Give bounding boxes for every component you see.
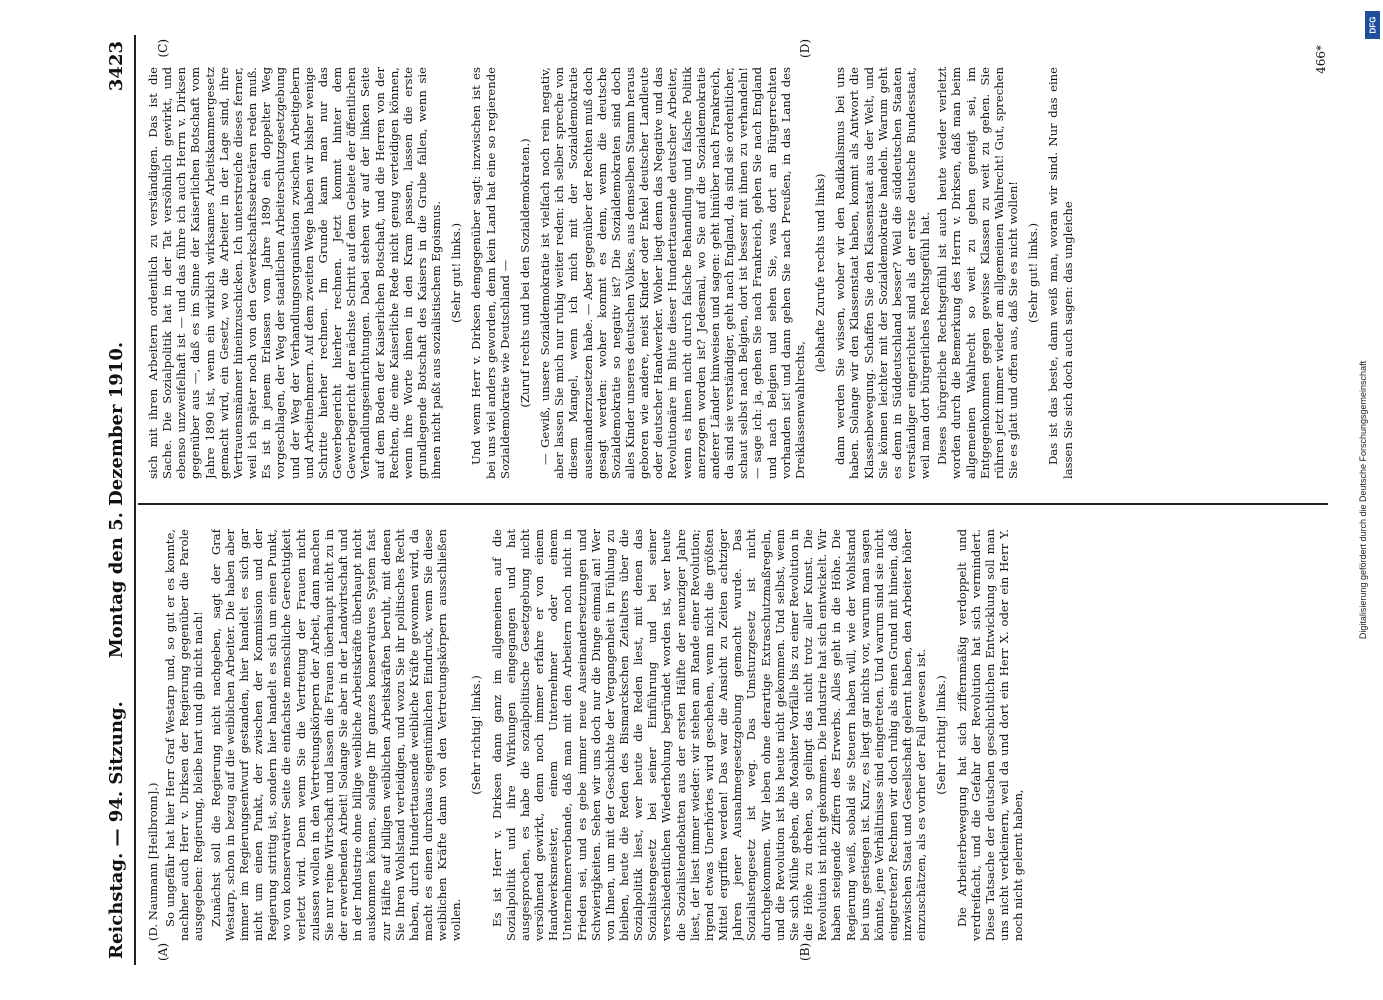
left-column [146, 529, 1322, 941]
column-divider [138, 503, 1328, 505]
margin-mark-a: (A) [156, 942, 170, 961]
dfg-logo: DFG [1365, 11, 1380, 39]
margin-mark-b: (B) [798, 942, 812, 961]
header-session: Reichstag. — 94. Sitzung. [106, 701, 127, 959]
header-page-number: 3423 [106, 41, 127, 92]
right-applause-1: (Sehr gut! links.) [449, 223, 464, 323]
left-applause-1: (Sehr richtig! links.) [469, 675, 484, 795]
funding-note: Digitalisierung gefördert durch die Deutsche Forschungsgemeinschaft [1358, 360, 1368, 640]
left-paragraph-3: Es ist Herr v. Dirksen dann ganz im allgemeinen auf die Sozialpolitik und ihre Wirkungen eingegangen und hat ausgesprochen, es habe die sozialpolitische Gesetzgebung nicht versöhnend gewirkt, denn noch immer erfahre er von einem Handwerksmeister, einem Unternehmer oder einem Unternehmerverbande, daß man mit den Arbeitern noch nicht in Frieden sei, und es gebe immer neue Auseinandersetzungen und Schwierigkeiten. Sehen wir uns doch nur die Dinge einmal an! Wer von Ihnen, um mit der Geschichte der Vergangenheit in Fühlung zu bleiben, heute die Reden des Bismarckschen Zeitalters über die Sozialpolitik liest, wer heute die Reden liest, mit denen das Sozialistengesetz bei seiner Einführung und bei seiner verschiedentlichen Wiederholung begründet worden ist, wer heute die Sozialistendebatten aus der ersten Hälfte der neunziger Jahre liest, der liest immer wieder: wir stehen am Rande einer Revolution; irgend etwas Unerhörtes wird geschehen, wenn nicht die größten Mittel ergriffen werden! Das war die Ansicht zu Zeiten achtziger Jahren jener Ausnahmegesetzgebung gemacht wurde. Das Sozialistengesetz ist weg. Das Umsturzgesetz ist nicht durchgekommen. Wir leben ohne derartige Extraschutzmaßregeln, und die Revolution ist bis heute nicht gekommen. Und selbst, wenn Sie sich Mühe geben, die Moabiter Vorfälle bis zu einer Revolution in die Höhe zu drehen, so gelingt das nicht trotz aller Kunst. Die Revolution ist nicht gekommen. Die Industrie hat sich entwickelt. Wir haben steigende Ziffern des Erwerbs. Alles geht in die Höhe. Die Regierung weiß, sobald sie Steuern haben will, wie der Wohlstand bei uns gestiegen ist. Kurz, es liegt gar nichts vor, warum man sagen könnte, jene Verhältnisse sind eingetreten. Und warum sind sie nicht eingetreten? Rechnen wir doch ruhig als einen Grund mit hinein, daß inzwischen Staat und Gesellschaft gelernt haben, den Arbeiter höher einzuschätzen, als es vorher der Fall gewesen ist. [489, 529, 929, 941]
left-paragraph-1: So ungefähr hat hier Herr Graf Westarp und, so gut er es konnte, nachher auch Herr v. Dirksen der Regierung gegenüber die Parole ausgegeben: Regierung, bleibe hart und gib nicht nach! [163, 529, 206, 941]
footer-number: 466* [1314, 45, 1328, 74]
right-paragraph-6: Das ist das beste, dann weiß man, woran wir sind. Nur das eine lassen Sie sich doch auch sagen: das ungleiche [1046, 67, 1075, 479]
margin-mark-d: (D) [798, 39, 812, 58]
left-paragraph-2: Zunächst soll die Regierung nicht nachgeben, sagt der Graf Westarp, schon in bezug auf die weiblichen Arbeiter. Die haben aber immer im Regierungsentwurf gestanden, hier handelt es sich gar nicht um einen Punkt, der zwischen der Kommission und der Regierung strittig ist, sondern hier handelt es sich um einen Punkt, wo von konservativer Seite die einfachste menschliche Gerechtigkeit verletzt wird. Denn wenn Sie die Vertretung der Frauen nicht zulassen wollen in den Vertretungskörpern der Arbeit, dann machen Sie nur reine Wirtschaft und lassen die Frauen überhaupt nicht zu in der erwerbenden Arbeit! Solange Sie aber in der Landwirtschaft und in der Industrie ohne billige weibliche Arbeitskräfte überhaupt nicht auskommen können, solange Ihr ganzes konservatives System fast zur Hälfte auf billigen weiblichen Arbeitskräften beruht, mit denen Sie Ihren Wohlstand verteidigen, und wozu Sie ihr politisches Recht haben, durch Hunderttausende weibliche Kräfte gewonnen wird, da macht es einen durchaus eigentümlichen Eindruck, wenn Sie diese weiblichen Kräfte dann von den Vertretungskörpern ausschließen wollen. [208, 529, 464, 941]
rotated-document-page [98, 35, 1328, 965]
right-paragraph-3: — Gewiß, unsere Sozialdemokratie ist vielfach noch rein negativ, aber lassen Sie mich nur ruhig weiter reden: ich selber spreche von diesem Mangel, wenn ich mich mit der Sozialdemokratie auseinanderzusetzen habe. — Aber gegenüber der Rechten muß doch gesagt werden: woher kommt es denn, wenn die deutsche Sozialdemokratie so negativ ist? Die Sozialdemokraten sind doch alles Kinder unseres deutschen Volkes, aus demselben Stamm heraus geboren wie andere, meist Kinder oder Enkel deutscher Landleute oder deutscher Handwerker. Woher liegt denn das Negative und das Revolutionäre im Blute dieser Hunderttausende deutscher Arbeiter, wenn es ihnen nicht durch falsche Behandlung und falsche Politik anerzogen worden ist? Jedesmal, wo Sie auf die Sozialdemokratie anderer Länder hinweisen und sagen: geht hinüber nach Frankreich, da sind sie verständiger, geht nach England, da sind sie ordentlicher, schaut selbst nach Belgien, dort ist besser mit ihnen zu verhandeln! — sage ich: ja, gehen Sie nach Frankreich, gehen Sie nach England und nach Belgien und sehen Sie, was dort an Bürgerrechten vorhanden ist! und dann gehen Sie nach Preußen, in das Land des Dreiklassenwahlrechts, [538, 67, 807, 479]
header-date: Montag den 5. Dezember 1910. [106, 341, 127, 659]
right-applause-4: (Sehr gut! links.) [1026, 223, 1041, 323]
right-paragraph-2: Und wenn Herr v. Dirksen demgegenüber sagt: inzwischen ist es bei uns viel anders geworden, denn kein Land hat eine so regierende Sozialdemokratie wie Deutschland — [469, 67, 512, 479]
right-paragraph-4: dann werden Sie wissen, woher wir den Radikalismus bei uns haben. Solange wir den Klassenstaat haben, kommt als Antwort die Klassenbewegung. Schaffen Sie den Klassenstaat aus der Welt, und Sie können leichter mit der Sozialdemokratie handeln. Warum geht es denn in Süddeutschland besser? Weil die süddeutschen Staaten verständiger eingerichtet sind als der erste deutsche Bundesstaat, weil man dort bürgerliches Rechtsgefühl hat. [833, 67, 933, 479]
speaker-line: (D. Naumann [Heilbronn].) [146, 782, 160, 941]
right-paragraph-5: Dieses bürgerliche Rechtsgefühl ist auch heute wieder verletzt worden durch die Bemerkung des Herrn v. Dirksen, daß man beim allgemeinen Wahlrecht so weit zu gehen geneigt sei, im Entgegenkommen gegen gewisse Klassen zu weit zu gehen. Sie rühren jetzt immer wieder am allgemeinen Wahlrecht! Gut, sprechen Sie es glatt und offen aus, daß Sie es nicht wollen! [935, 67, 1021, 479]
right-column [146, 67, 1322, 479]
page-header [98, 35, 136, 965]
left-paragraph-4: Die Arbeiterbewegung hat sich ziffernmäßig verdoppelt und verdreifacht, und die Gefahr der Revolution hat sich vermindert. Diese Tatsache der deutschen geschichtlichen Entwicklung soll man uns nicht verkleinern, weil da und dort ein Herr X. oder ein Herr Y. noch nicht gelernt haben, [954, 529, 1026, 941]
right-paragraph-1: sich mit ihren Arbeitern ordentlich zu verständigen. Das ist die Sache. Die Sozialpolitik hat in der Tat versöhnlich gewirkt, und ebenso unzweifelhaft ist — und das führe ich auch Herrn v. Dirksen gegenüber aus —, daß es im Sinne der Kaiserlichen Botschaft vom Jahre 1890 ist, wenn ein wirklich wirksames Arbeitskammergesetz gemacht wird, ein Gesetz, wo die Arbeiter in der Lage sind, ihre Vertrauensmänner hineinzuschicken. Ich unterstreiche dieses ferner, weil ich später noch von den Gewerkschaftssekretären reden muß. Es ist in jenem Erlassen vom Jahre 1890 ein doppelter Weg vorgeschlagen, der Weg der staatlichen Arbeiterschutzgesetzgebung und der Weg der Verhandlungsorganisation zwischen Arbeitgebern und Arbeitnehmern. Auf dem zweiten Wege haben wir bisher wenige Schritte hierher rechnen. Im Grunde kann man nur das Gewerbegericht hierher rechnen. Jetzt kommt hinter dem Gewerbegericht der nächste Schritt auf dem Gebiete der öffentlichen Verhandlungseinrichtungen. Dabei stehen wir auf der linken Seite auf dem Boden der Kaiserlichen Botschaft, und die Herren von der Rechten, die eine Kaiserliche Rede nicht genug verteidigen können, wenn ihre Worte ihnen in den Kram passen, lassen die erste grundlegende Botschaft des Kaisers in die Grube fallen, wenn sie ihnen nicht paßt aus sozialistischem Egoismus. [146, 67, 444, 479]
right-applause-3: (lebhafte Zurufe rechts und links) [813, 173, 828, 373]
right-applause-2: (Zuruf rechts und bei den Sozialdemokraten.) [517, 138, 532, 408]
margin-mark-c: (C) [156, 39, 170, 58]
left-applause-2: (Sehr richtig! links.) [934, 675, 949, 795]
